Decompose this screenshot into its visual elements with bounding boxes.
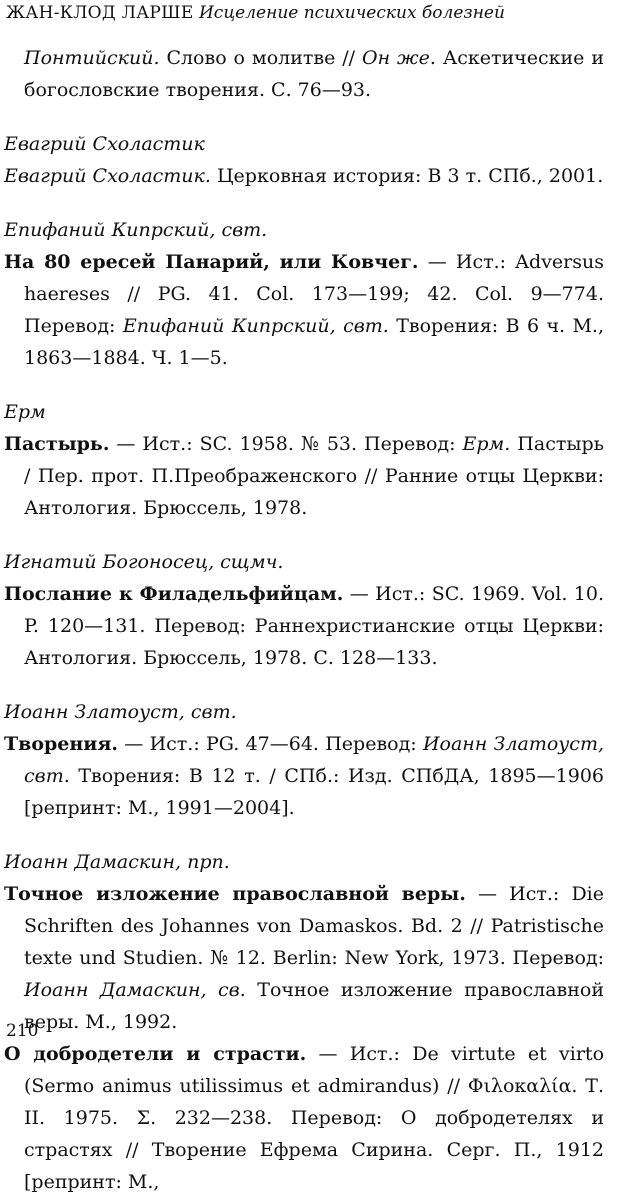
bibliography — [4, 42, 604, 1198]
author-heading-ignatius: Игнатий Богоносец, сщмч. — [4, 551, 284, 573]
entry-damascene-1: Точное изложение православной веры. — Ист.: Die Schriften des Johannes von Damaskos. Bd. 2 // Patristische texte und Studien. № 12. Berlin: New York, 1973. Перевод: Иоанн Дамаскин, св. Точное изложение православной веры. М., 1992. — [4, 883, 604, 1033]
header-author: ЖАН-КЛОД ЛАРШЕ — [6, 3, 194, 23]
entry-evagrius: Евагрий Схоластик. Церковная история: В 3 т. СПб., 2001. — [4, 165, 604, 187]
author-heading-hermas: Ерм — [4, 401, 46, 423]
page-number: 210 — [6, 1021, 39, 1041]
running-header — [6, 2, 606, 24]
entry-epiphanius: На 80 ересей Панарий, или Ковчег. — Ист.: Adversus haereses // PG. 41. Col. 173—199; 42. Col. 9—774. Перевод: Епифаний Кипрский, свт. Творения: В 6 ч. М., 1863—1884. Ч. 1—5. — [4, 251, 604, 369]
entry-hermas: Пастырь. — Ист.: SC. 1958. № 53. Перевод: Ерм. Пастырь / Пер. прот. П.Преображенского // Ранние отцы Церкви: Антология. Брюссель, 1978. — [4, 433, 604, 519]
entry-damascene-2: О добродетели и страсти. — Ист.: De virtute et virto (Sermo animus utilissimus et admirandus) // Φιλοκαλία. Т. II. 1975. Σ. 232—238. Перевод: О добродетелях и страстях // Творение Ефрема Сирина. Серг. П., 1912 [репринт: М., — [4, 1043, 605, 1193]
header-title: Исцеление психических болезней — [198, 3, 505, 23]
author-heading-chrysostom: Иоанн Златоуст, свт. — [4, 701, 237, 723]
entry-chrysostom: Творения. — Ист.: PG. 47—64. Перевод: Иоанн Златоуст, свт. Творения: В 12 т. / СПб.: Изд. СПбДА, 1895—1906 [репринт: М., 1991—2004]. — [4, 733, 604, 819]
entry-ref-italic: Он же. — [362, 47, 436, 69]
author-heading-evagrius: Евагрий Схоластик — [4, 133, 205, 155]
continued-entry: Понтийский. Слово о молитве // Он же. Аскетические и богословские творения. С. 76—93. — [24, 47, 605, 101]
entry-author-italic: Понтийский. — [24, 47, 160, 69]
entry-ignatius: Послание к Филадельфийцам. — Ист.: SC. 1969. Vol. 10. P. 120—131. Перевод: Раннехристианские отцы Церкви: Антология. Брюссель, 1978. С. 128—133. — [4, 583, 604, 669]
author-heading-damascene: Иоанн Дамаскин, прп. — [4, 851, 230, 873]
author-heading-epiphanius: Епифаний Кипрский, свт. — [4, 219, 268, 241]
